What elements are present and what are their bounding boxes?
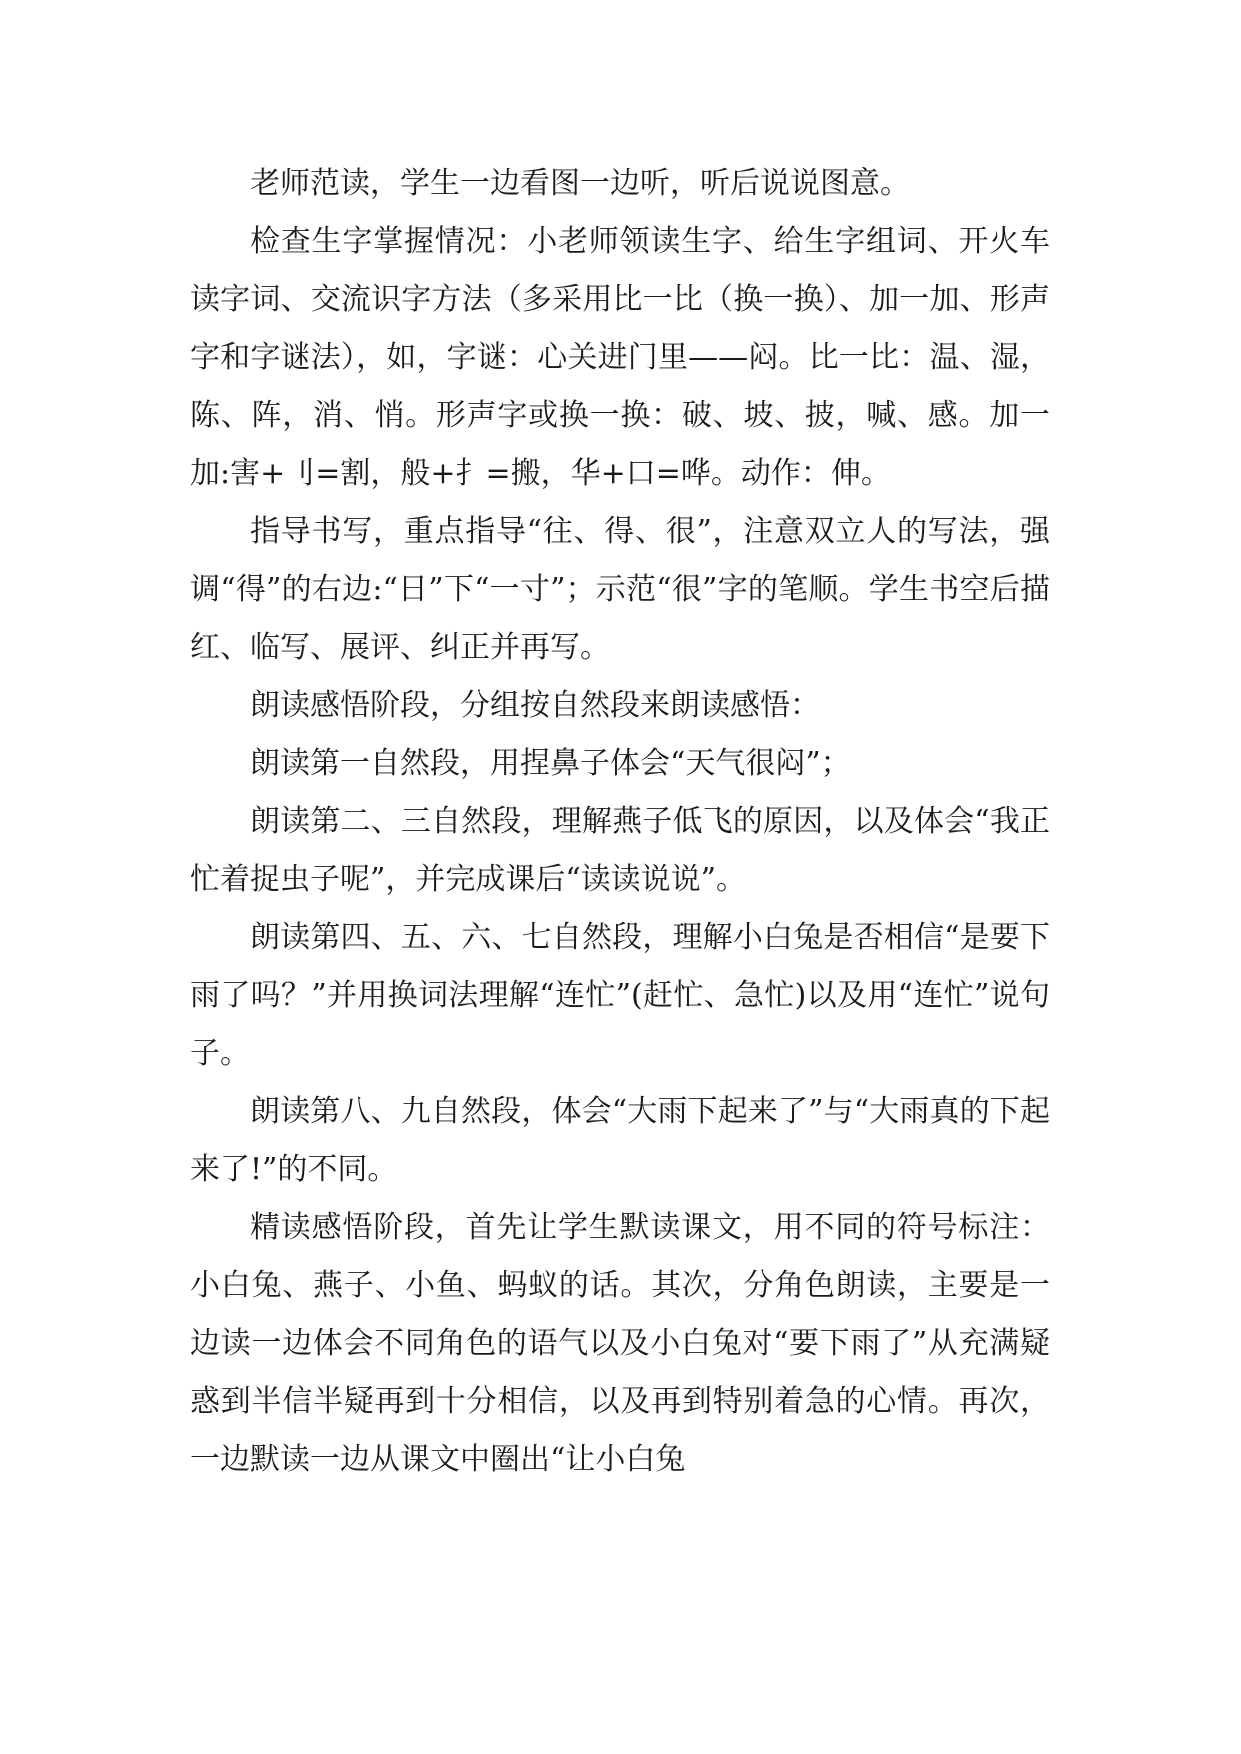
paragraph: 指导书写，重点指导“往、得、很”，注意双立人的写法，强调“得”的右边:“日”下“一寸”；示范“很”字的笔顺。学生书空后描红、临写、展评、纠正并再写。 [190,514,1050,665]
document-body [190,155,1050,1489]
paragraph: 朗读感悟阶段，分组按自然段来朗读感悟： [250,688,820,723]
paragraph: 朗读第八、九自然段，体会“大雨下起来了”与“大雨真的下起来了!”的不同。 [190,1094,1050,1187]
paragraph: 朗读第二、三自然段，理解燕子低飞的原因，以及体会“我正忙着捉虫子呢”，并完成课后“读读说说”。 [190,804,1050,897]
paragraph: 朗读第四、五、六、七自然段，理解小白兔是否相信“是要下雨了吗？”并用换词法理解“连忙”(赶忙、急忙)以及用“连忙”说句子。 [190,920,1050,1071]
paragraph: 朗读第一自然段，用捏鼻子体会“天气很闷”； [250,746,851,781]
paragraph: 检查生字掌握情况：小老师领读生字、给生字组词、开火车读字词、交流识字方法（多采用比一比（换一换）、加一加、形声字和字谜法），如，字谜：心关进门里——闷。比一比：温、湿，陈、阵，消、悄。形声字或换一换：破、坡、披，喊、感。加一加:害+刂=割，般+扌=搬，华+口=哗。动作：伸。 [190,224,1050,491]
paragraph: 精读感悟阶段，首先让学生默读课文，用不同的符号标注：小白兔、燕子、小鱼、蚂蚁的话。其次，分角色朗读，主要是一边读一边体会不同角色的语气以及小白兔对“要下雨了”从充满疑惑到半信半疑再到十分相信，以及再到特别着急的心情。再次，一边默读一边从课文中圈出“让小白兔 [190,1210,1050,1477]
paragraph: 老师范读，学生一边看图一边听，听后说说图意。 [250,166,910,201]
